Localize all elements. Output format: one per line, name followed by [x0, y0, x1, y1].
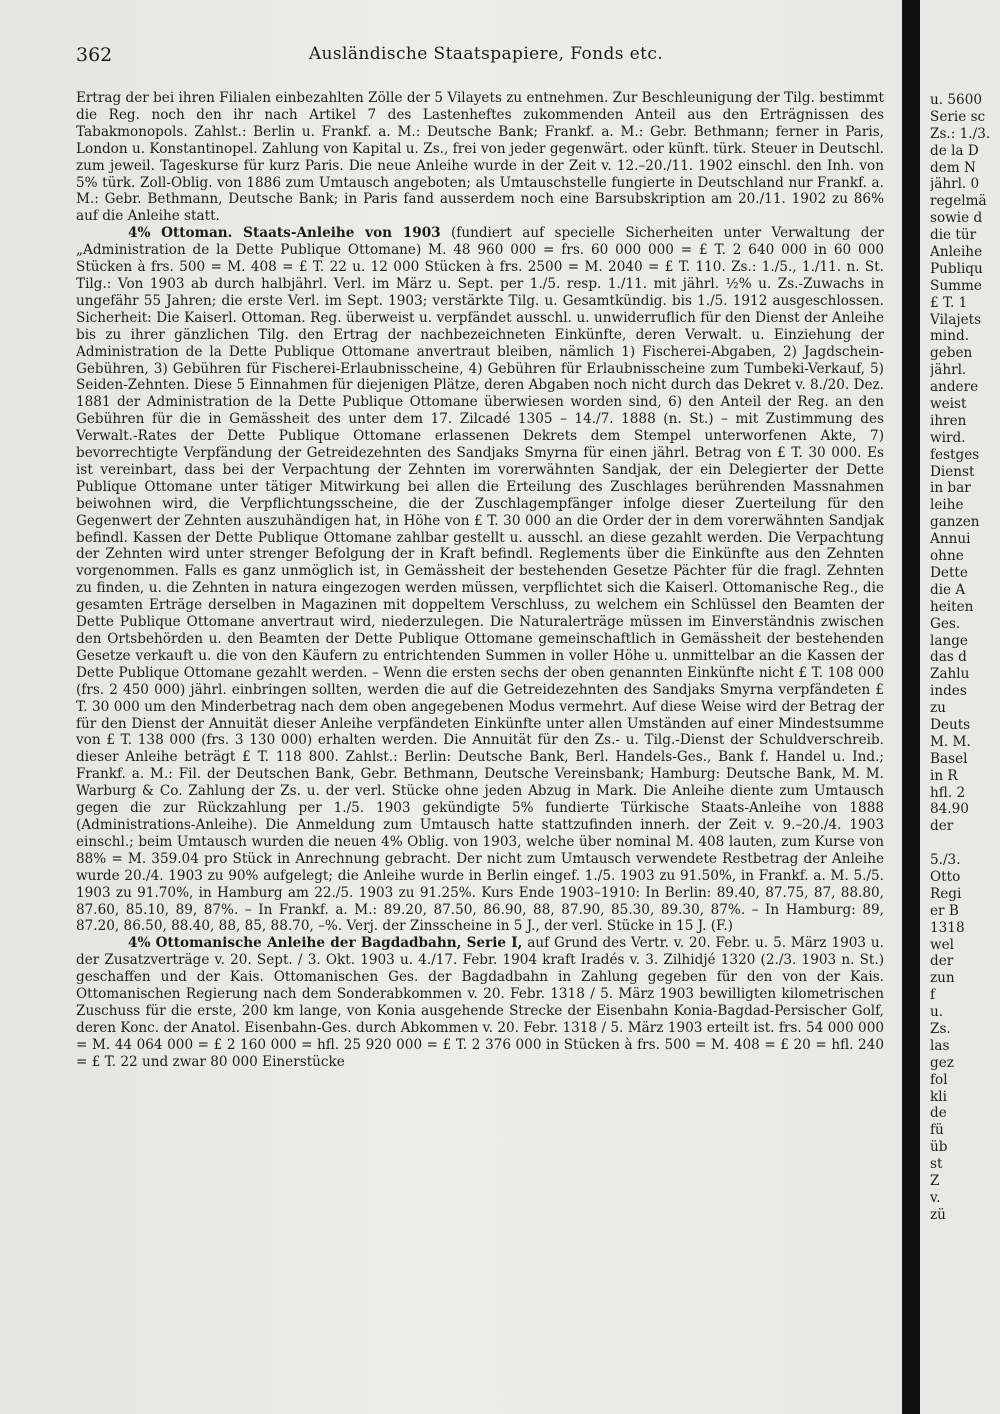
- adjacent-line-fragment: das d: [930, 649, 967, 666]
- adjacent-line-fragment: Otto: [930, 868, 961, 885]
- adjacent-line-fragment: heiten: [930, 598, 974, 615]
- adjacent-line-fragment: Dette: [930, 564, 968, 581]
- adjacent-line-fragment: sowie d: [930, 210, 983, 227]
- adjacent-line-fragment: geben: [930, 345, 973, 362]
- adjacent-line-fragment: ihren: [930, 412, 967, 429]
- adjacent-line-fragment: regelmä: [930, 193, 987, 210]
- adjacent-line-fragment: Dienst: [930, 463, 975, 480]
- adjacent-line-fragment: Zs.: [930, 1020, 951, 1037]
- adjacent-line-fragment: die A: [930, 581, 966, 598]
- paragraph-bagdadbahn-anleihe: [76, 935, 884, 1070]
- main-text-column: [76, 90, 884, 1380]
- page-number: 362: [76, 44, 113, 66]
- adjacent-line-fragment: Serie sc: [930, 108, 986, 125]
- adjacent-line-fragment: v.: [930, 1189, 941, 1206]
- adjacent-line-fragment: zü: [930, 1206, 946, 1223]
- adjacent-line-fragment: lange: [930, 632, 968, 649]
- adjacent-line-fragment: de: [930, 1105, 947, 1122]
- adjacent-line-fragment: M. M.: [930, 733, 971, 750]
- adjacent-line-fragment: üb: [930, 1139, 948, 1156]
- adjacent-line-fragment: wird.: [930, 429, 966, 446]
- adjacent-line-fragment: jährl.: [930, 362, 967, 379]
- paragraph-staats-anleihe-1903: [76, 225, 884, 935]
- adjacent-line-fragment: der: [930, 953, 954, 970]
- entry-heading: 4% Ottoman. Staats-Anleihe von 1903: [128, 225, 441, 242]
- adjacent-line-fragment: die tür: [930, 227, 977, 244]
- adjacent-line-fragment: fol: [930, 1071, 948, 1088]
- adjacent-line-fragment: [930, 835, 1000, 852]
- paragraph-zoll-anleihe: [76, 90, 884, 225]
- adjacent-line-fragment: Deuts: [930, 716, 971, 733]
- adjacent-line-fragment: Z: [930, 1173, 940, 1189]
- adjacent-line-fragment: ganzen: [930, 514, 980, 531]
- adjacent-line-fragment: hfl. 2: [930, 784, 966, 801]
- adjacent-line-fragment: Anleihe: [930, 244, 983, 261]
- adjacent-line-fragment: Publiqu: [930, 260, 983, 277]
- adjacent-line-fragment: wel: [930, 936, 955, 953]
- adjacent-line-fragment: las: [930, 1037, 950, 1054]
- adjacent-line-fragment: fü: [930, 1122, 944, 1139]
- adjacent-line-fragment: u. 5600: [930, 92, 982, 108]
- adjacent-line-fragment: Regi: [930, 885, 962, 902]
- adjacent-line-fragment: andere: [930, 379, 979, 396]
- adjacent-line-fragment: Zs.: 1./3.: [930, 125, 991, 142]
- adjacent-line-fragment: 1318: [930, 919, 965, 936]
- adjacent-line-fragment: f: [930, 987, 936, 1004]
- adjacent-line-fragment: 5./3.: [930, 852, 961, 869]
- adjacent-page-column: [930, 92, 1000, 1392]
- adjacent-line-fragment: in bar: [930, 480, 971, 497]
- adjacent-line-fragment: Annui: [930, 531, 971, 548]
- adjacent-line-fragment: Basel: [930, 750, 968, 767]
- page-gutter-shadow: [902, 0, 920, 1414]
- adjacent-line-fragment: der: [930, 818, 954, 835]
- adjacent-line-fragment: 84.90: [930, 801, 969, 818]
- page-header: [76, 44, 896, 74]
- adjacent-line-fragment: Vilajets: [930, 311, 982, 328]
- paragraph-text: (fundiert auf specielle Sicherheiten unter Verwaltung der „Administration de la Dette Publique Ottomane) M. 48 960 000 = frs. 60 000 000 = £ T. 2 640 000 in 60 000 Stücken à frs. 500 = M. 408 = £ T. 22 u. 12 000 Stücken à frs. 2500 = M. 2040 = £ T. 110. Zs.: 1./5., 1./11. n. St. Tilg.: Von 1903 ab durch halbjährl. Verl. im März u. Sept. per 1./5. resp. 1./11. mit jährl. ½% u. Zs.-Zuwachs in ungefähr 55 Jahren; die erste Verl. im Sept. 1903; verstärkte Tilg. u. Gesamtkündig. bis 1./5. 1912 ausgeschlossen. Sicherheit: Die Kaiserl. Ottoman. Reg. überweist u. verpfändet ausschl. u. unwiderruflich für den Dienst der Anleihe bis zu ihrer gänzlichen Tilg. den Ertrag der nachbezeichneten Einkünfte, deren Verwalt. u. Einziehung der Administration de la Dette Publique Ottomane anvertraut bleiben, nämlich 1) Fischerei-Abgaben, 2) Jagdschein-Gebühren, 3) Gebühren für Fischerei-Erlaubnisscheine, 4) Gebühren für Erlaubnisscheine zum Tumbeki-Verkauf, 5) Seiden-Zehnten. Diese 5 Einnahmen für diejenigen Plätze, deren Abgaben noch nicht durch das Dekret v. 8./20. Dez. 1881 der Administration de la Dette Publique Ottomane überwiesen worden sind, 6) den Anteil der Reg. an den Gebühren für die in Gemässheit des unter dem 17. Zilcadé 1305 – 14./7. 1888 (n. St.) – mit Zustimmung des Verwalt.-Rates der Dette Publique Ottomane erlassenen Dekrets dem Stempel unterworfenen Akte, 7) bevorrechtigte Verpfändung der Getreidezehnten des Sandjaks Smyrna für einen jährl. Betrag von £ T. 30 000. Es ist vereinbart, dass bei der Verpachtung der Zehnten im vorerwähnten Sandjak, der ein Delegierter der Dette Publique Ottomane unter tätiger Mitwirkung bei allen die Erteilung des Zuschlages berührenden Massnahmen beiwohnen wird, die Verpflichtungsscheine, die der Zuschlagempfänger infolge dieser Zuerteilung für den Gegenwert der Zehnten auszuhändigen hat, in Höhe von £ T. 30 000 an die Order der in dem vorerwähnten Sandjak befindl. Kassen der Dette Publique Ottomane zahlbar gestellt u. ausschl. an diese gezahlt werden. Die Verpachtung der Zehnten wird unter strenger Befolgung der in Kraft befindl. Reglements über die Einkünfte aus den Zehnten vorgenommen. Falls es ganz unmöglich ist, in Gemässheit der bestehenden Gesetze Pächter für die fragl. Zehnten zu finden, u. die Zehnten in natura eingezogen werden müssen, verpflichtet sich die Kaiserl. Ottomanische Reg., die gesamten Erträge derselben in Magazinen mit doppeltem Verschluss, zu welchem ein Schlüssel den Beamten der Dette Publique Ottomane anvertraut wird, niederzulegen. Die Naturalerträge müssen im Einverständnis zwischen den Ortsbehörden u. den Beamten der Dette Publique Ottomane gemeinschaftlich in Gemässheit der bestehenden Gesetze verkauft u. die von den Käufern zu entrichtenden Summen in voller Höhe u. unmittelbar an die Kassen der Dette Publique Ottomane gezahlt werden. – Wenn die ersten sechs der oben genannten Einkünfte nicht £ T. 108 000 (frs. 2 450 000) jährl. einbringen sollten, werden die auf die Getreidezehnten des Sandjaks Smyrna verpfändeten £ T. 30 000 um den Minderbetrag nach dem oben angegebenen Modus vermehrt. Auf diese Weise wird der Betrag der für den Dienst der Annuität dieser Anleihe verpfändeten Einkünfte unter allen Umständen auf einer Mindestsumme von £ T. 138 000 (frs. 3 130 000) erhalten werden. Die Annuität für den Zs.- u. Tilg.-Dienst der Schuldverschreib. dieser Anleihe beträgt £ T. 118 800. Zahlst.: Berlin: Deutsche Bank, Berl. Handels-Ges., Bank f. Handel u. Ind.; Frankf. a. M.: Fil. der Deutschen Bank, Gebr. Bethmann, Deutsche Vereinsbank; Hamburg: Deutsche Bank, M. M. Warburg & Co. Zahlung der Zs. u. der verl. Stücke ohne jeden Abzug in Mark. Die Anleihe diente zum Umtausch gegen die zur Rückzahlung per 1./5. 1903 gekündigte 5% fundierte Türkische Staats-Anleihe von 1888 (Administrations-Anleihe). Die Anmeldung zum Umtausch hatte stattzufinden innerh. der Zeit v. 9.–20./4. 1903 einschl.; beim Umtausch wurden die neuen 4% Oblig. von 1903, welche über nominal M. 408 lauten, zum Kurse von 88% = M. 359.04 pro Stück in Anrechnung gebracht. Der nicht zum Umtausch verwendete Restbetrag der Anleihe wurde 20./4. 1903 zu 90% aufgelegt; die Anleihe wurde in Berlin eingef. 1./5. 1903 zu 91.50%, in Frankf. a. M. 5./5. 1903 zu 91.70%, in Hamburg am 22./5. 1903 zu 91.25%. Kurs Ende 1903–1910: In Berlin: 89.40, 87.75, 87, 88.80, 87.60, 85.10, 89, 87%. – In Frankf. a. M.: 89.20, 87.50, 86.90, 88, 87.90, 85.30, 89.30, 87%. – In Hamburg: 89, 87.20, 86.50, 88.40, 88, 85, 88.70, –%. Verj. der Zinsscheine in 5 J., der verl. Stücke in 15 J. (F.): [76, 225, 884, 935]
- adjacent-line-fragment: ohne: [930, 548, 964, 565]
- adjacent-line-fragment: gez: [930, 1054, 954, 1071]
- adjacent-line-fragment: kli: [930, 1088, 947, 1105]
- adjacent-line-fragment: Summe: [930, 277, 982, 294]
- adjacent-line-fragment: jährl. 0: [930, 176, 980, 193]
- adjacent-line-fragment: Ges.: [930, 615, 961, 632]
- adjacent-line-fragment: st: [930, 1156, 943, 1173]
- paragraph-text: auf Grund des Vertr. v. 20. Febr. u. 5. März 1903 u. der Zusatzverträge v. 20. Sept. / 3. Okt. 1903 u. 4./17. Febr. 1904 kraft Iradés v. 3. Zilhidjé 1320 (2./3. 1903 n. St.) geschaffen und der Kais. Ottomanischen Ges. der Bagdadbahn in Zahlung gegeben für den von der Kais. Ottomanischen Regierung nach dem Sonderabkommen v. 20. Febr. 1318 / 5. März 1903 bewilligten kilometrischen Zuschuss für die erste, 200 km lange, von Konia ausgehende Strecke der Eisenbahn Konia-Bagdad-Persischer Golf, deren Konc. der Anatol. Eisenbahn-Ges. durch Abkommen v. 20. Febr. 1318 / 5. März 1903 erteilt ist. frs. 54 000 000 = M. 44 064 000 = £ 2 160 000 = hfl. 25 920 000 = £ T. 2 376 000 in Stücken à frs. 500 = M. 408 = £ 20 = hfl. 240 = £ T. 22 und zwar 80 000 Einerstücke: [76, 935, 884, 1070]
- adjacent-line-fragment: indes: [930, 683, 967, 700]
- paragraph-text: Ertrag der bei ihren Filialen einbezahlten Zölle der 5 Vilayets zu entnehmen. Zur Beschleunigung der Tilg. bestimmt die Reg. noch den ihr nach Artikel 7 des Lastenheftes zukommenden Anteil aus den Erträgnissen des Tabakmonopols. Zahlst.: Berlin u. Frankf. a. M.: Deutsche Bank; Frankf. a. M.: Gebr. Bethmann; ferner in Paris, London u. Konstantinopel. Zahlung von Kapital u. Zs., frei von jeder gegenwärt. oder künft. türk. Steuer in Deutschl. zum jeweil. Tageskurse für kurz Paris. Die neue Anleihe wurde in der Zeit v. 12.–20./11. 1902 einschl. den Inh. von 5% türk. Zoll-Oblig. von 1886 zum Umtausch angeboten; als Umtauschstelle fungierte in Deutschland nur Frankf. a. M.: Gebr. Bethmann, Deutsche Bank; in Paris fand ausserdem noch eine Barsubskription am 20./11. 1902 zu 86% auf die Anleihe statt.: [76, 90, 884, 225]
- adjacent-line-fragment: festges: [930, 446, 980, 463]
- adjacent-line-fragment: zu: [930, 700, 946, 717]
- adjacent-line-fragment: er B: [930, 902, 959, 919]
- adjacent-line-fragment: zun: [930, 970, 955, 987]
- adjacent-line-fragment: £ T. 1: [930, 294, 968, 311]
- adjacent-line-fragment: in R: [930, 767, 958, 784]
- running-title: Ausländische Staatspapiere, Fonds etc.: [308, 44, 664, 64]
- adjacent-line-fragment: Zahlu: [930, 666, 970, 683]
- entry-heading: 4% Ottomanische Anleihe der Bagdadbahn, Serie I,: [128, 935, 523, 952]
- adjacent-line-fragment: de la D: [930, 142, 979, 159]
- adjacent-line-fragment: dem N: [930, 159, 976, 176]
- adjacent-line-fragment: weist: [930, 396, 967, 413]
- adjacent-line-fragment: u.: [930, 1004, 944, 1021]
- adjacent-line-fragment: mind.: [930, 328, 970, 345]
- adjacent-line-fragment: leihe: [930, 497, 964, 514]
